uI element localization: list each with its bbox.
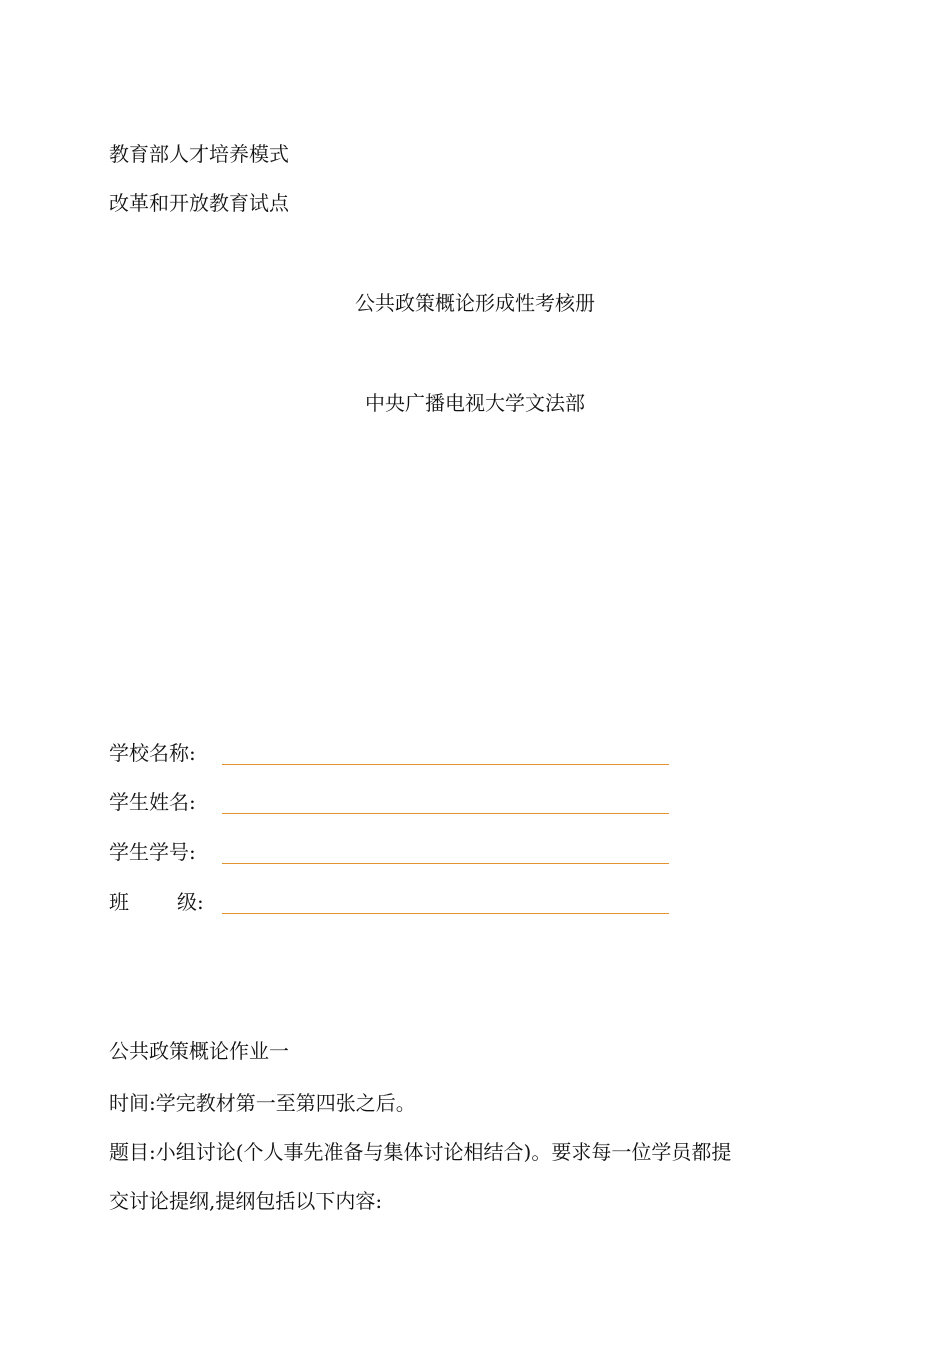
form-row-school <box>109 739 669 769</box>
student-id-label: 学生学号: <box>109 840 196 864</box>
school-name-blank[interactable] <box>222 764 669 765</box>
cover-publisher: 中央广播电视大学文法部 <box>365 391 585 415</box>
form-row-student-id <box>109 838 669 868</box>
assignment-topic-line-2: 交讨论提纲,提纲包括以下内容: <box>109 1189 383 1213</box>
cover-title: 公共政策概论形成性考核册 <box>355 291 595 315</box>
student-name-label: 学生姓名: <box>109 790 196 814</box>
assignment-time: 时间:学完教材第一至第四张之后。 <box>109 1091 416 1115</box>
header-line-1: 教育部人才培养模式 <box>109 142 289 166</box>
class-label-char-1: 班 <box>109 890 129 914</box>
form-row-class <box>109 888 669 918</box>
form-row-student-name <box>109 788 669 818</box>
header-line-2: 改革和开放教育试点 <box>109 191 289 215</box>
assignment-topic-line-1: 题目:小组讨论(个人事先准备与集体讨论相结合)。要求每一位学员都提 <box>109 1140 732 1164</box>
class-label-char-2: 级: <box>177 890 204 914</box>
student-id-blank[interactable] <box>222 863 669 864</box>
class-blank[interactable] <box>222 913 669 914</box>
school-name-label: 学校名称: <box>109 741 196 765</box>
student-name-blank[interactable] <box>222 813 669 814</box>
assignment-title: 公共政策概论作业一 <box>109 1039 289 1063</box>
